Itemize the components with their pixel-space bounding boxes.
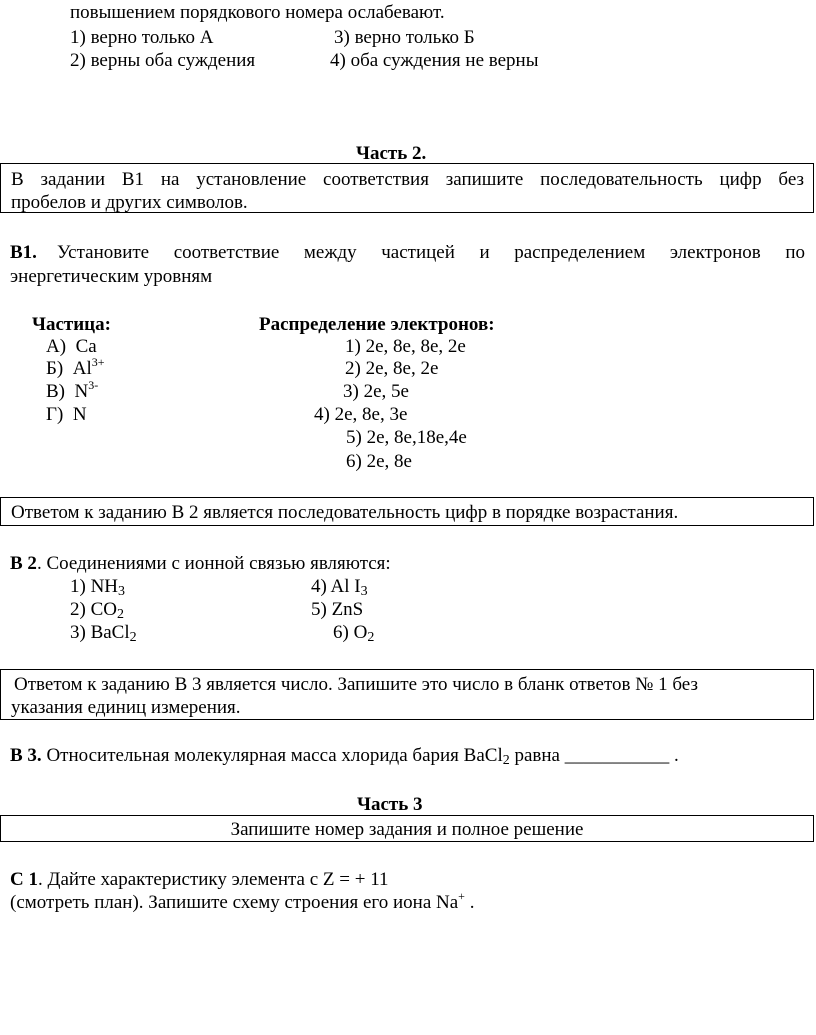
b2-question [10, 553, 391, 575]
b3-text-end: равна ___________ . [509, 745, 679, 766]
distribution-6: 6) 2е, 8е [346, 451, 412, 472]
b2-text: . Соединениями с ионной связью являются: [36, 553, 391, 574]
distribution-2: 2) 2е, 8е, 2е [345, 358, 439, 379]
option-1: 1) верно только А [70, 27, 214, 48]
particle-charge: 3+ [91, 355, 105, 369]
distribution-5: 5) 2е, 8е,18е,4е [346, 427, 467, 448]
c1-question-line2 [10, 889, 475, 914]
c1-label: С 1 [10, 869, 38, 890]
b3-question [10, 745, 679, 767]
option-subscript: 3 [118, 584, 126, 599]
particles-header: Частица: [32, 314, 111, 335]
particle-symbol: N [72, 404, 87, 425]
option-3: 3) верно только Б [334, 27, 475, 48]
b2-instruction-box [0, 497, 814, 526]
b2-instruction-text: Ответом к заданию В 2 является последовательность цифр в порядке возрастания. [11, 502, 679, 523]
particle-a [46, 336, 97, 358]
b2-option-1 [70, 576, 125, 598]
option-text: 4) Al I [311, 576, 361, 597]
continued-text: повышением порядкового номера ослабевают. [70, 2, 445, 23]
part3-title: Часть 3 [357, 794, 423, 815]
part2-instruction-line2: пробелов и других символов. [11, 192, 248, 213]
particle-charge: 3- [88, 378, 99, 392]
c1-text: . Дайте характеристику элемента с Z = + 11 [37, 869, 389, 890]
part2-title: Часть 2. [356, 143, 427, 164]
c1-text-end: . [464, 892, 475, 913]
b3-subscript: 2 [502, 753, 510, 768]
option-4: 4) оба суждения не верны [330, 50, 539, 71]
c1-question-line1 [10, 869, 388, 891]
part2-instruction-box [0, 163, 814, 213]
b3-text: Относительная молекулярная масса хлорида бария BaCl [41, 745, 503, 766]
particle-b [46, 355, 105, 380]
particle-symbol: N [74, 381, 89, 402]
b2-option-2 [70, 599, 124, 621]
option-text: 5) ZnS [311, 599, 364, 620]
option-subscript: 3 [360, 584, 368, 599]
b1-text-line2: энергетическим уровням [10, 266, 213, 287]
b2-option-3 [70, 622, 137, 644]
b2-option-4 [311, 576, 368, 598]
b3-instruction-line2: указания единиц измерения. [11, 697, 241, 718]
b1-label: В1. [10, 242, 37, 263]
c1-text-2: (смотреть план). Запишите схему строения его иона Na [10, 892, 459, 913]
option-text: 2) CO [70, 599, 117, 620]
option-2: 2) верны оба суждения [70, 50, 256, 71]
particle-letter: Г) [46, 404, 64, 425]
b2-label: В 2 [10, 553, 37, 574]
particle-letter: Б) [46, 358, 64, 379]
particle-letter: А) [46, 336, 67, 357]
particle-symbol: Ca [75, 336, 97, 357]
distribution-header: Распределение электронов: [259, 314, 495, 335]
part3-instruction-box [0, 815, 814, 842]
distribution-3: 3) 2е, 5е [343, 381, 409, 402]
b2-option-5 [311, 599, 363, 621]
option-subscript: 2 [367, 630, 375, 645]
particle-v [46, 378, 99, 403]
c1-superscript: + [458, 889, 465, 903]
distribution-4: 4) 2е, 8е, 3е [314, 404, 408, 425]
particle-symbol: Al [72, 358, 92, 379]
part3-instruction-text: Запишите номер задания и полное решение [230, 819, 584, 840]
option-text: 6) O [333, 622, 368, 643]
particle-g [46, 404, 87, 426]
b2-option-6 [333, 622, 374, 644]
option-text: 1) NH [70, 576, 119, 597]
b3-instruction-line1: Ответом к заданию В 3 является число. Запишите это число в бланк ответов № 1 без [14, 674, 698, 695]
b3-label: В 3. [10, 745, 42, 766]
option-subscript: 2 [129, 630, 137, 645]
b1-text-line1: Установите соответствие между частицей и распределением электронов по [57, 242, 805, 263]
option-text: 3) BaCl [70, 622, 130, 643]
b3-instruction-box [0, 669, 814, 720]
particle-letter: В) [46, 381, 65, 402]
distribution-1: 1) 2е, 8е, 8е, 2е [345, 336, 466, 357]
option-subscript: 2 [116, 607, 124, 622]
part2-instruction-line1: В задании В1 на установление соответствия запишите последовательность цифр без [11, 169, 804, 190]
